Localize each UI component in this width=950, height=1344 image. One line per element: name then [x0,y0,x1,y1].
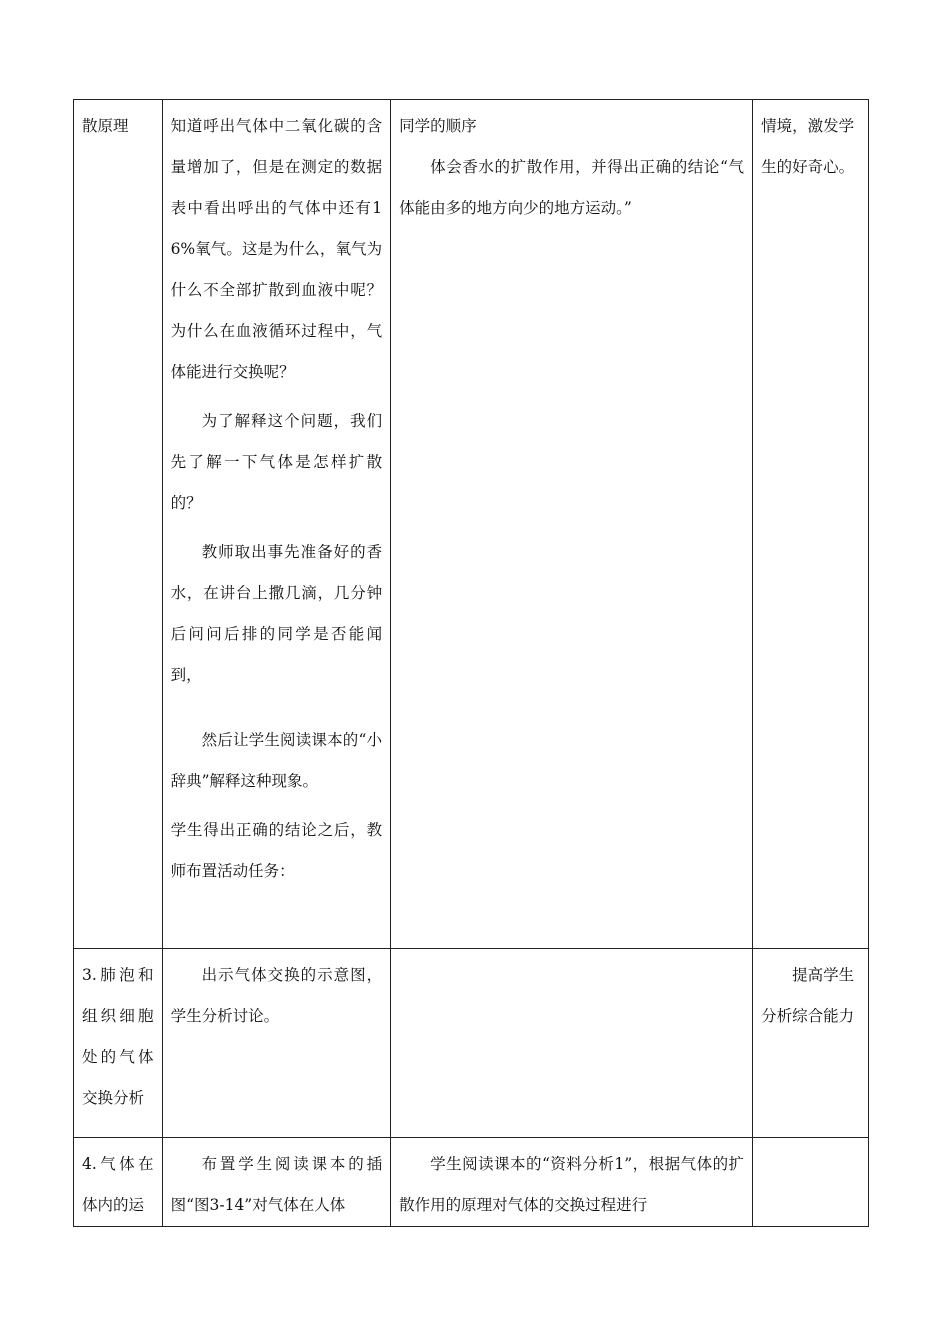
teacher-paragraph: 布置学生阅读课本的插图“图3-14”对气体在人体 [170,1155,383,1214]
table-row [74,1138,869,1227]
stage-cell [74,949,163,1138]
teacher-activity-cell [162,1138,391,1227]
student-activity-cell [391,100,753,949]
table-row [74,100,869,949]
teacher-paragraph: 教师取出事先准备好的香水，在讲台上撒几滴，几分钟后问问后排的同学是否能闻到， [170,543,383,684]
teacher-paragraph: 然后让学生阅读课本的“小辞典”解释这种现象。 [170,731,383,790]
student-activity-cell [391,1138,753,1227]
teacher-activity-cell [162,100,391,949]
teacher-paragraph: 为了解释这个问题，我们先了解一下气体是怎样扩散的？ [170,412,383,512]
table-row [74,949,869,1138]
stage-cell [74,1138,163,1227]
teacher-activity-cell [162,949,391,1138]
design-intent-text: 提高学生分析综合能力 [761,966,855,1025]
design-intent-cell [753,100,869,949]
stage-text: 3.肺泡和组织细胞处的气体交换分析 [82,966,154,1107]
student-paragraph: 体会香水的扩散作用，并得出正确的结论“气体能由多的地方向少的地方运动。” [399,158,745,217]
teacher-paragraph: 出示气体交换的示意图，学生分析讨论。 [170,966,383,1025]
teacher-paragraph: 学生得出正确的结论之后，教师布置活动任务： [170,821,383,880]
stage-text: 散原理 [82,117,129,135]
student-paragraph: 同学的顺序 [399,117,477,135]
design-intent-text: 情境，激发学生的好奇心。 [761,117,855,176]
stage-cell [74,100,163,949]
design-intent-cell [753,1138,869,1227]
student-activity-cell [391,949,753,1138]
lesson-plan-table [73,99,869,1227]
teacher-paragraph: 知道呼出气体中二氧化碳的含量增加了，但是在测定的数据表中看出呼出的气体中还有16%氧气。这是为什么，氧气为什么不全部扩散到血液中呢？为什么在血液循环过程中，气体能进行交换呢？ [170,117,383,381]
design-intent-cell [753,949,869,1138]
stage-text: 4.气体在体内的运 [82,1155,154,1214]
student-paragraph: 学生阅读课本的“资料分析1”，根据气体的扩散作用的原理对气体的交换过程进行 [399,1155,745,1214]
